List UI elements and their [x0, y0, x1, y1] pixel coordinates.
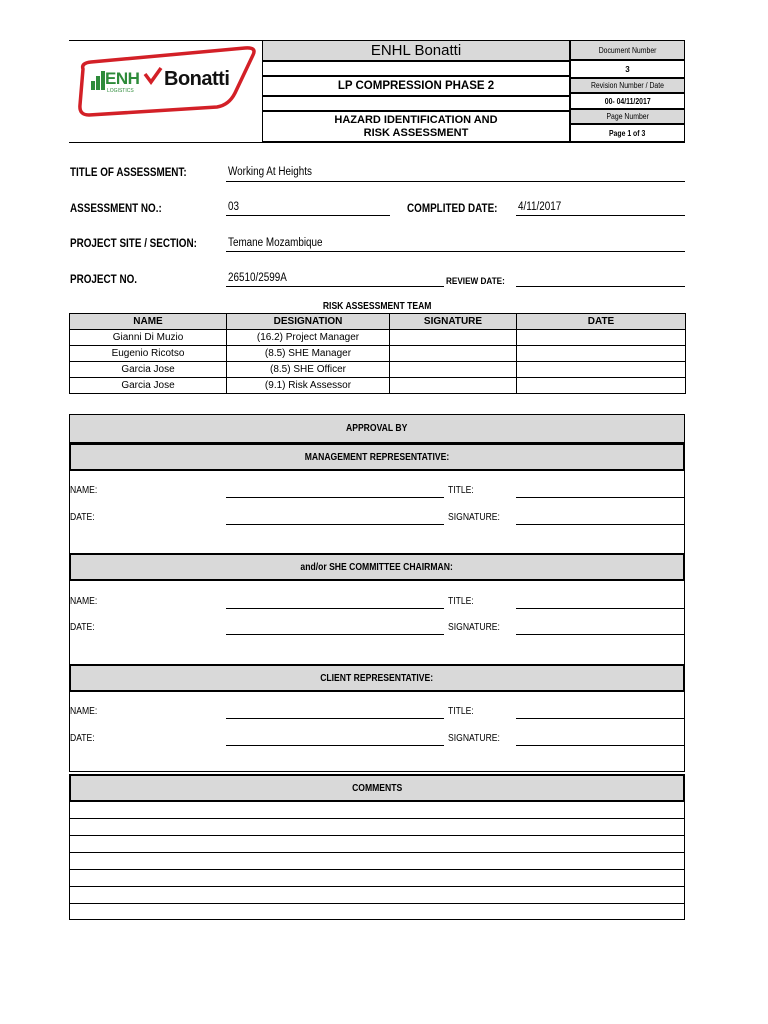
- project-site-value: Temane Mozambique: [228, 237, 323, 249]
- assessment-no-line: [226, 215, 390, 216]
- member-date: [517, 362, 686, 378]
- member-date: [517, 330, 686, 346]
- client-signature-line: [516, 745, 685, 746]
- mgmt-signature-label: SIGNATURE:: [448, 512, 500, 523]
- mgmt-date-line: [226, 524, 444, 525]
- member-name: Garcia Jose: [70, 362, 227, 378]
- project-name: LP COMPRESSION PHASE 2: [337, 80, 495, 92]
- risk-assessment-team-table: [69, 313, 686, 394]
- col-header-date: DATE: [517, 314, 686, 330]
- review-date-label: REVIEW DATE:: [446, 276, 505, 287]
- member-signature: [390, 346, 517, 362]
- header-spacer-cell: [262, 96, 570, 111]
- page-number-value-cell: [570, 124, 685, 142]
- comment-line: [69, 869, 685, 870]
- comment-line: [69, 852, 685, 853]
- company-logo: [69, 41, 261, 142]
- comment-line: [69, 835, 685, 836]
- mgmt-date-label: DATE:: [70, 512, 95, 523]
- logo-bonatti-text: Bonatti: [164, 68, 230, 90]
- logo-logistics-text: LOGISTICS: [107, 88, 134, 94]
- client-title-label: TITLE:: [448, 706, 474, 717]
- project-site-line: [226, 251, 685, 252]
- project-no-line: [226, 286, 444, 287]
- assessment-no-label: ASSESSMENT NO.:: [70, 203, 162, 215]
- she-signature-label: SIGNATURE:: [448, 622, 500, 633]
- client-date-label: DATE:: [70, 733, 95, 744]
- header-blank-cell: [262, 61, 570, 76]
- project-no-label: PROJECT NO.: [70, 274, 138, 286]
- mgmt-name-label: NAME:: [70, 485, 98, 496]
- member-name: Eugenio Ricotso: [70, 346, 227, 362]
- she-name-label: NAME:: [70, 596, 98, 607]
- member-date: [517, 346, 686, 362]
- she-title-label: TITLE:: [448, 596, 474, 607]
- team-header-row: [70, 314, 686, 330]
- header-bottom-rule: [69, 142, 685, 143]
- comments-header: COMMENTS: [69, 774, 685, 802]
- col-header-designation: DESIGNATION: [227, 314, 390, 330]
- client-name-label: NAME:: [70, 706, 98, 717]
- project-name-cell: [262, 76, 570, 96]
- title-of-assessment-line: [226, 181, 685, 182]
- title-of-assessment-label: TITLE OF ASSESSMENT:: [70, 167, 187, 179]
- title-of-assessment-value: Working At Heights: [228, 166, 312, 178]
- client-signature-label: SIGNATURE:: [448, 733, 500, 744]
- she-date-line: [226, 634, 444, 635]
- member-signature: [390, 330, 517, 346]
- document-number-label: Document Number: [598, 45, 657, 55]
- member-designation: (16.2) Project Manager: [227, 330, 390, 346]
- member-designation: (8.5) SHE Manager: [227, 346, 390, 362]
- company-name-cell: [262, 40, 570, 61]
- management-representative-header: MANAGEMENT REPRESENTATIVE:: [69, 443, 685, 471]
- document-title: HAZARD IDENTIFICATION AND RISK ASSESSMENT: [334, 113, 498, 139]
- review-date-line: [516, 286, 685, 287]
- document-number-label-cell: [570, 40, 685, 60]
- mgmt-title-line: [516, 497, 685, 498]
- she-committee-chairman-header: and/or SHE COMMITTEE CHAIRMAN:: [69, 553, 685, 581]
- client-name-line: [226, 718, 444, 719]
- she-name-line: [226, 608, 444, 609]
- col-header-signature: SIGNATURE: [390, 314, 517, 330]
- member-designation: (8.5) SHE Officer: [227, 362, 390, 378]
- client-representative-header: CLIENT REPRESENTATIVE:: [69, 664, 685, 692]
- project-site-label: PROJECT SITE / SECTION:: [70, 238, 197, 250]
- col-header-name: NAME: [70, 314, 227, 330]
- page-number-label: Page Number: [606, 112, 649, 121]
- completed-date-label: COMPLITED DATE:: [407, 203, 498, 215]
- table-row: [70, 378, 686, 394]
- client-title-line: [516, 718, 685, 719]
- member-signature: [390, 362, 517, 378]
- member-signature: [390, 378, 517, 394]
- member-date: [517, 378, 686, 394]
- approval-by-header: APPROVAL BY: [69, 414, 685, 443]
- client-date-line: [226, 745, 444, 746]
- she-date-label: DATE:: [70, 622, 95, 633]
- table-row: [70, 362, 686, 378]
- comment-line: [69, 886, 685, 887]
- comment-line: [69, 818, 685, 819]
- project-no-value: 26510/2599A: [228, 272, 287, 284]
- company-name: ENHL Bonatti: [370, 42, 462, 59]
- member-designation: (9.1) Risk Assessor: [227, 378, 390, 394]
- assessment-no-value: 03: [228, 201, 240, 213]
- document-number-value: 3: [625, 64, 630, 74]
- revision-value: 00- 04/11/2017: [604, 96, 651, 106]
- table-row: [70, 346, 686, 362]
- enh-bonatti-logo-graphic: [69, 41, 261, 142]
- revision-value-cell: [570, 93, 685, 109]
- page-number-label-cell: [570, 109, 685, 124]
- completed-date-value: 4/11/2017: [518, 201, 562, 213]
- team-title: RISK ASSESSMENT TEAM: [322, 301, 432, 312]
- document-title-cell: [262, 111, 570, 142]
- member-name: Gianni Di Muzio: [70, 330, 227, 346]
- document-number-value-cell: [570, 60, 685, 78]
- member-name: Garcia Jose: [70, 378, 227, 394]
- mgmt-title-label: TITLE:: [448, 485, 474, 496]
- she-signature-line: [516, 634, 685, 635]
- table-row: [70, 330, 686, 346]
- she-title-line: [516, 608, 685, 609]
- mgmt-signature-line: [516, 524, 685, 525]
- page-number-value: Page 1 of 3: [609, 128, 646, 138]
- revision-label-cell: [570, 78, 685, 93]
- comment-line: [69, 903, 685, 904]
- completed-date-line: [516, 215, 685, 216]
- logo-enh-text: ENH: [105, 69, 140, 88]
- revision-label: Revision Number / Date: [590, 81, 665, 90]
- mgmt-name-line: [226, 497, 444, 498]
